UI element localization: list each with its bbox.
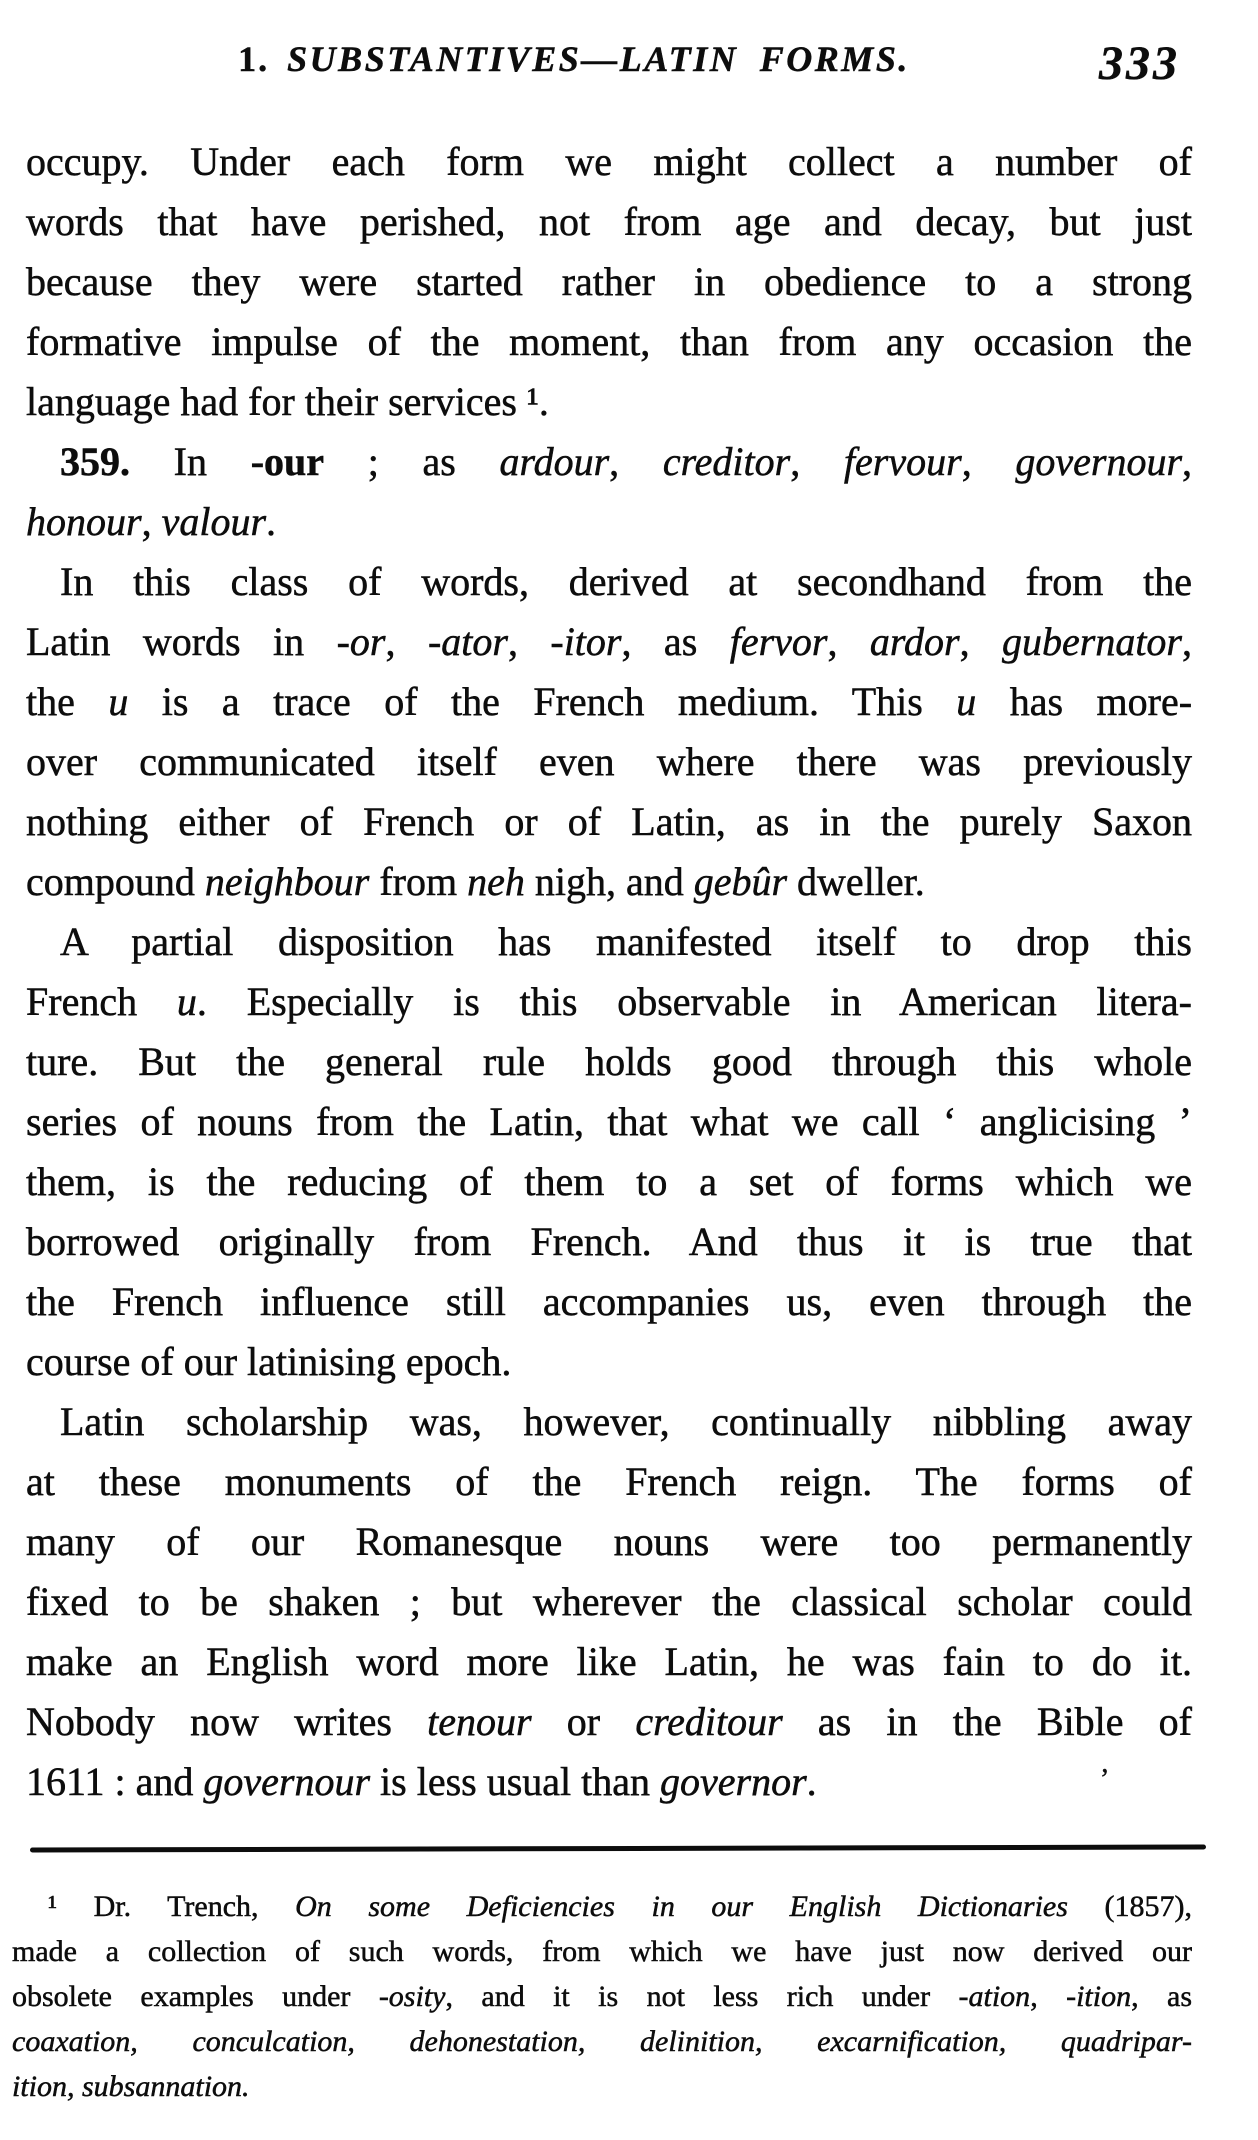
text-segment: ition, subsannation.	[12, 2070, 250, 2103]
text-segment: tenour	[427, 1699, 532, 1744]
text-segment: -our	[250, 439, 325, 484]
text-line	[26, 132, 1192, 192]
text-segment: 359.	[60, 439, 130, 484]
text-segment: ,	[1182, 439, 1193, 484]
text-segment: gebûr	[693, 859, 788, 904]
text-segment: honour	[26, 499, 142, 544]
text-line	[26, 192, 1192, 252]
text-segment: neighbour	[204, 859, 370, 904]
text-segment: words that have perished, not from age and decay, but just	[26, 199, 1192, 244]
text-segment: at these monuments of the French reign. The forms of	[26, 1459, 1192, 1504]
text-line	[26, 852, 1192, 912]
text-segment: valour	[161, 499, 267, 544]
text-segment: the French influence still accompanies us, even through the	[26, 1279, 1192, 1324]
text-segment: compound	[26, 859, 205, 904]
text-line	[26, 1332, 1192, 1392]
text-segment: formative impulse of the moment, than from any occasion the	[26, 319, 1192, 364]
text-line	[12, 1974, 1192, 2019]
text-line	[12, 1929, 1192, 1974]
section-number: 1.	[238, 39, 270, 79]
text-segment: coaxation, conculcation, dehonestation, delinition, excarnification, quadripar-	[12, 2025, 1192, 2058]
text-segment: u	[108, 679, 129, 724]
text-segment: In	[130, 439, 251, 484]
text-segment: A partial disposition has manifested itself to drop this	[60, 919, 1192, 964]
text-segment: .	[806, 1759, 817, 1804]
text-segment: over communicated itself even where there was previously	[26, 739, 1192, 784]
text-segment: as in the Bible of	[782, 1699, 1192, 1744]
text-segment: borrowed originally from French. And thus it is true that	[26, 1219, 1192, 1264]
text-segment: On some Deficiencies in our English Dictionaries	[295, 1890, 1068, 1923]
text-segment: . Especially is this observable in American litera-	[196, 979, 1192, 1024]
text-segment: obsolete examples under	[12, 1980, 379, 2013]
text-line	[26, 1152, 1192, 1212]
text-segment: make an English word more like Latin, he was fain to do it.	[26, 1639, 1192, 1684]
running-header	[0, 38, 1148, 80]
footnote	[12, 1884, 1192, 2109]
text-segment: u	[176, 979, 197, 1024]
text-line	[26, 672, 1192, 732]
text-line	[26, 1212, 1192, 1272]
text-segment: , and it is not less rich under	[445, 1980, 959, 2013]
text-line	[26, 612, 1192, 672]
text-segment: ,	[961, 439, 1016, 484]
footnote-divider	[30, 1844, 1206, 1852]
text-segment: the	[26, 679, 109, 724]
text-segment: In this class of words, derived at secondhand from the	[60, 559, 1192, 604]
text-line	[26, 1272, 1192, 1332]
text-segment: nigh, and	[524, 859, 694, 904]
text-segment: Nobody now writes	[26, 1699, 428, 1744]
text-segment: them, is the reducing of them to a set of forms which we	[26, 1159, 1192, 1204]
text-segment: -ation	[958, 1980, 1031, 2013]
text-segment: nothing either of French or of Latin, as in the purely Saxon	[26, 799, 1192, 844]
text-segment: Latin scholarship was, however, continually nibbling away	[60, 1399, 1192, 1444]
text-segment: ,	[1182, 619, 1192, 664]
text-segment: ,	[827, 619, 870, 664]
text-segment: made a collection of such words, from which we have just now derived our	[12, 1935, 1192, 1968]
text-segment: ardour	[499, 439, 610, 484]
ink-speck: ’	[1100, 1764, 1110, 1795]
text-segment: has more-	[976, 679, 1193, 724]
text-segment: French	[26, 979, 177, 1024]
text-line	[26, 552, 1192, 612]
text-segment: ardor	[869, 619, 960, 664]
text-segment: creditor	[662, 439, 791, 484]
text-line	[26, 1392, 1192, 1452]
section-title: SUBSTANTIVES—LATIN FORMS.	[287, 39, 910, 79]
text-line	[26, 492, 1192, 552]
text-line	[26, 912, 1192, 972]
text-segment: creditour	[635, 1699, 783, 1744]
text-segment: u	[956, 679, 977, 724]
text-segment: -osity	[378, 1980, 446, 2013]
text-segment: ¹ Dr. Trench,	[48, 1890, 296, 1923]
text-segment: governour	[203, 1759, 371, 1804]
text-line	[12, 2064, 1192, 2109]
text-segment: course of our latinising epoch.	[26, 1339, 512, 1384]
text-line	[26, 312, 1192, 372]
text-segment: governour	[1015, 439, 1183, 484]
text-segment: -or	[336, 619, 386, 664]
text-line	[26, 792, 1192, 852]
text-segment: is a trace of the French medium. This	[128, 679, 957, 724]
text-segment: gubernator	[1002, 619, 1182, 664]
text-line	[26, 252, 1192, 312]
text-line	[26, 1572, 1192, 1632]
text-line	[26, 732, 1192, 792]
text-line	[26, 1752, 1192, 1812]
text-segment: ,	[959, 619, 1002, 664]
text-segment: is less usual than	[370, 1759, 661, 1804]
text-line	[26, 1632, 1192, 1692]
text-line	[26, 1452, 1192, 1512]
text-segment: ,	[507, 619, 551, 664]
text-segment: ,	[141, 499, 162, 544]
text-segment: -ator	[427, 619, 508, 664]
text-segment: or	[531, 1699, 636, 1744]
text-segment: because they were started rather in obedience to a strong	[26, 259, 1192, 304]
page-number: 333	[1099, 37, 1180, 90]
text-segment: ture. But the general rule holds good through this whole	[26, 1039, 1192, 1084]
text-segment: .	[266, 499, 277, 544]
text-segment: -itor	[550, 619, 622, 664]
text-segment: language had for their services ¹.	[26, 379, 549, 424]
text-segment: 1611 : and	[26, 1759, 204, 1804]
text-segment: neh	[467, 859, 525, 904]
text-segment: fervour	[843, 439, 962, 484]
text-segment: ,	[385, 619, 428, 664]
text-segment: fervor	[729, 619, 828, 664]
text-segment: fixed to be shaken ; but wherever the classical scholar could	[26, 1579, 1192, 1624]
text-line	[26, 1092, 1192, 1152]
text-line	[12, 2019, 1192, 2064]
text-line	[26, 1032, 1192, 1092]
text-line	[26, 372, 1192, 432]
text-segment: occupy. Under each form we might collect a number of	[26, 139, 1192, 184]
text-segment: (1857),	[1067, 1890, 1192, 1923]
text-line	[26, 972, 1192, 1032]
text-segment: Latin words in	[26, 619, 337, 664]
text-line	[12, 1884, 1192, 1929]
text-segment: from	[369, 859, 468, 904]
text-segment: dweller.	[787, 859, 925, 904]
text-segment: ,	[1030, 1980, 1067, 2013]
text-segment: , as	[621, 619, 730, 664]
text-line	[26, 1692, 1192, 1752]
text-segment: ; as	[324, 439, 500, 484]
text-line	[26, 432, 1192, 492]
text-segment: , as	[1131, 1980, 1193, 2013]
text-segment: -ition	[1066, 1980, 1132, 2013]
text-segment: ,	[790, 439, 844, 484]
text-segment: governor	[660, 1759, 807, 1804]
text-line	[26, 1512, 1192, 1572]
text-segment: ,	[609, 439, 663, 484]
text-segment: many of our Romanesque nouns were too permanently	[26, 1519, 1192, 1564]
text-segment: series of nouns from the Latin, that what we call ‘ anglicising ’	[26, 1099, 1192, 1144]
body-text	[26, 132, 1192, 1812]
